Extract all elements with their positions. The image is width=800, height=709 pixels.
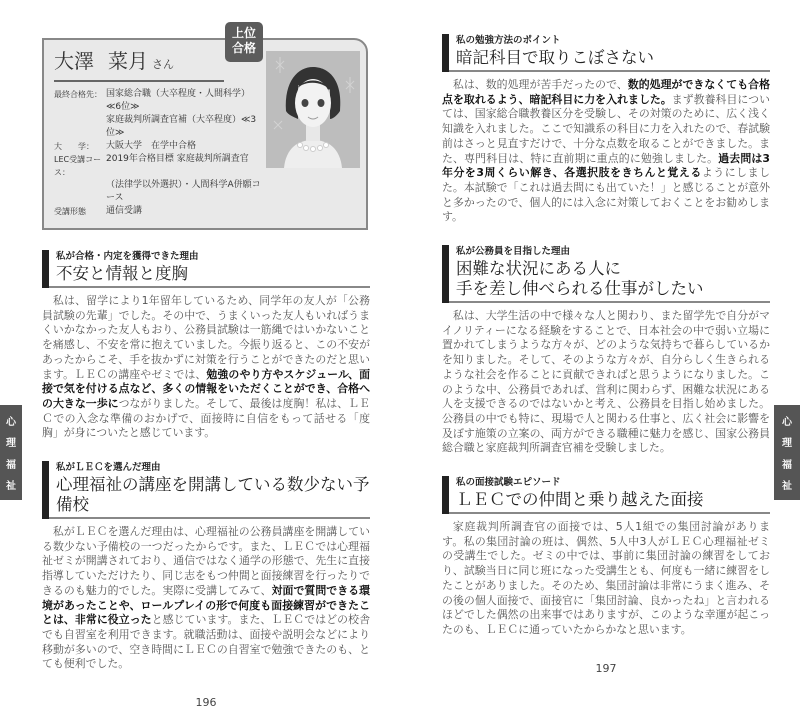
body-text: ようにしました。本試験で「これは過去問にも出ていた！」と感じることが意外と多かったので、個人的には入念に対策しておくことをお勧めします。 <box>442 166 770 224</box>
section-subtitle: 私の勉強方法のポイント <box>456 35 561 46</box>
tab-char: 祉 <box>6 480 16 492</box>
profile-row <box>54 88 262 114</box>
profile-value: 家庭裁判所調査官補（大卒程度）≪3位≫ <box>106 115 257 138</box>
side-tab-right <box>774 405 800 500</box>
side-tab-left <box>0 405 22 500</box>
profile-label <box>54 179 106 205</box>
body-text: と感じています。また、ＬＥＣではどの校舎でも自習室を利用できます。就職活動は、面接や説明会などにより移動が多いので、空き時間にＬＥＣの自習室で勉強できたのも、とても便利でした。 <box>42 613 370 671</box>
surname: 大澤 <box>54 49 94 73</box>
body-text: 私は、留学により1年留年しているため、同学年の友人が「公務員試験の先輩」でした。その中で、うまくいった友人もいればうまくいかなかった友人もおり、公務員試験は一筋縄ではいかないことを痛感し、不安を常に抱えていました。今振り返ると、この不安があったからこそ、手を抜かずに対策を行うことができたのだと思います。ＬＥＣの講座やゼミでは、 <box>42 294 370 381</box>
profile-label: 大 学： <box>54 142 94 151</box>
section-title: 不安と情報と度胸 <box>56 264 188 283</box>
profile-value: 通信受講 <box>106 206 143 216</box>
profile-name <box>54 48 224 82</box>
profile-row <box>54 114 262 140</box>
profile-label: 最終合格先： <box>54 90 102 99</box>
body-text: つながりました。そして、最後は度胸！私は、ＬＥＣでの入念な準備のおかげで、面接時に自信をもって話せる「度胸」が身についたと感じています。 <box>42 396 370 440</box>
profile-value: 2019年合格目標 家庭裁判所調査官 <box>106 154 249 164</box>
badge-text: 上位合格 <box>231 26 256 55</box>
section-title: 心理福祉の講座を開講している数少ない予備校 <box>56 475 370 515</box>
profile-value: 国家総合職（大卒程度・人間科学）≪6位≫ <box>106 89 251 112</box>
article-section <box>442 476 770 638</box>
section-subtitle: 私が合格・内定を獲得できた理由 <box>56 251 199 262</box>
section-body <box>442 309 770 456</box>
profile-value: 大阪大学 在学中合格 <box>106 141 197 151</box>
honorific: さん <box>152 58 174 71</box>
section-title: ＬＥＣでの仲間と乗り越えた面接 <box>456 490 704 510</box>
article-section <box>442 245 770 456</box>
body-text: 私は、数的処理が苦手だったので、 <box>452 78 628 91</box>
article-section <box>42 461 370 672</box>
section-body <box>442 78 770 225</box>
section-title: 暗記科目で取りこぼさない <box>456 48 654 67</box>
section-heading <box>442 34 770 72</box>
section-heading <box>42 250 370 288</box>
top-rank-badge <box>225 22 263 62</box>
section-subtitle: 私の面接試験エピソード <box>456 477 561 489</box>
page-number: 197 <box>595 661 617 675</box>
bold-text: 過去問は3年分を3周くらい解き、各選択肢をきちんと覚える <box>442 151 770 180</box>
section-title: 困難な状況にある人に 手を差し伸べられる仕事がしたい <box>456 259 704 299</box>
bold-text: 数的処理ができなくても合格点を取れるよう、暗記科目に力を入れました。 <box>442 78 770 106</box>
section-heading <box>442 476 770 514</box>
page-right <box>400 0 800 675</box>
bold-text: 勉強のやり方やスケジュール、面接で気を付ける点など、多くの情報をいただくことができ、合格への大きな一歩に <box>42 367 370 410</box>
body-text: まず教養科目については、国家総合職教養区分を受験し、その対策のために、広く浅く知識を入れました。ここで知識系の科目に力を入れたので、春試験前はさっと見直すだけで、十分な点数を取ることができました。また、専門科目は、特に直前期に重点的に勉強しました。 <box>442 92 770 165</box>
profile-value: （法律学以外選択）・人間科学A併願コース <box>106 180 261 203</box>
given-name: 菜月 <box>108 49 148 73</box>
profile-label <box>54 114 106 140</box>
body-text: 家庭裁判所調査官の面接では、5人1組での集団討論があります。私の集団討論の班は、偶然、5人中3人がＬＥＣ心理福祉ゼミの受講生でした。ゼミの中では、事前に集団討論の練習をしており、試験当日に同じ班になった受講生とも、何度も一緒に練習をしたことがありました。そのため、集団討論は非常にうまく進み、その後の個人面接で、面接官に「集団討論、良かったね」と言われるほどでした偶然の出来事ではありますが、このような幸運が起こったのも、ＬＥＣに通っていたからかなと思います。 <box>442 520 770 636</box>
profile-row <box>54 153 262 179</box>
profile-label: LEC受講コース： <box>54 155 102 177</box>
profile-row <box>54 140 262 153</box>
left-column <box>42 22 370 709</box>
profile-info <box>54 88 262 218</box>
section-body <box>42 525 370 672</box>
section-body <box>42 294 370 441</box>
article-section <box>442 34 770 225</box>
profile-label: 受講形態 <box>54 207 86 216</box>
body-text: 私は、大学生活の中で様々な人と関わり、また留学先で自分がマイノリティーになる経験をすることで、日本社会の中で弱い立場に置かれてしまうような方々が、どのような気持ちで暮らしているかを知りました。そして、そのような方々が、自分らしく生きられるような社会を作ることに貢献できればと思うようになりました。このような中、公務員であれば、営利に関わらず、困難な状況にある人を支援できるのではないかと考え、公務員を目指し始めました。公務員の中でも特に、現場で人と関わる仕事と、広く社会に影響を及ぼす施策の立案の、両方ができる職種に魅力を感じ、国家公務員総合職と家庭裁判所調査官補を受験しました。 <box>442 309 770 455</box>
article-section <box>42 250 370 441</box>
section-heading <box>42 461 370 519</box>
bold-text: 対面で質問できる環境があったことや、ロールプレイの形で何度も面接練習ができたことは、非常に役立った <box>42 583 370 627</box>
profile-row <box>54 179 262 205</box>
tab-char: 福 <box>6 459 16 471</box>
body-text: 私がＬＥＣを選んだ理由は、心理福祉の公務員講座を開講している数少ない予備校の一つだったからです。また、ＬＥＣでは心理福祉ゼミが開講されており、通信ではなく通学の形態で、先生に直接指導していただけたり、同じ志をもつ仲間と面接練習を行ったりできるのも魅力的でした。実際に受講してみて、 <box>42 525 370 597</box>
tab-char: 理 <box>6 438 16 450</box>
tab-char: 祉 <box>782 480 792 492</box>
section-body <box>442 520 770 638</box>
section-subtitle: 私が公務員を目指した理由 <box>456 246 571 258</box>
profile-illustration <box>266 51 360 168</box>
profile-wrapper <box>42 22 370 230</box>
page-number: 196 <box>195 696 217 709</box>
section-subtitle: 私がＬＥＣを選んだ理由 <box>56 462 161 474</box>
tab-char: 心 <box>6 417 16 429</box>
right-column <box>442 34 770 675</box>
left-sections <box>42 230 370 672</box>
section-heading <box>442 245 770 303</box>
tab-char: 心 <box>782 417 792 429</box>
tab-char: 理 <box>782 438 792 450</box>
tab-char: 福 <box>782 459 792 471</box>
profile-box <box>42 38 368 230</box>
profile-row <box>54 205 262 218</box>
right-sections <box>442 34 770 638</box>
